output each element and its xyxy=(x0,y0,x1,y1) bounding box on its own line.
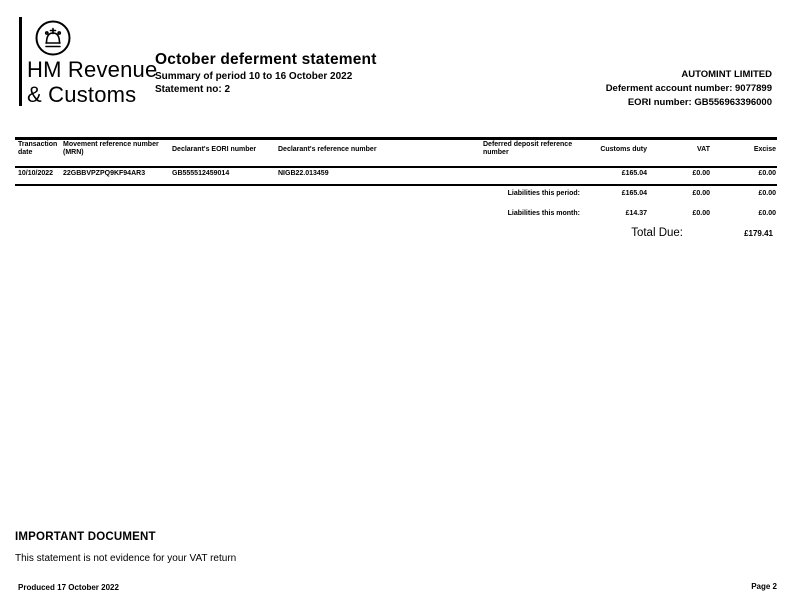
important-document-heading: IMPORTANT DOCUMENT xyxy=(15,531,156,543)
logo-text-line2: & Customs xyxy=(27,82,137,107)
page-title: October deferment statement xyxy=(155,51,377,68)
vat-evidence-note: This statement is not evidence for your VAT return xyxy=(15,553,237,564)
liabilities-period-customs-duty: £165.04 xyxy=(621,190,647,197)
cell-excise: £0.00 xyxy=(758,170,776,177)
table-top-rule xyxy=(15,137,777,140)
liabilities-month-vat: £0.00 xyxy=(692,210,710,217)
cell-customs-duty: £165.04 xyxy=(621,170,647,177)
table-row-rule xyxy=(15,184,777,186)
logo-text-line1: HM Revenue xyxy=(27,57,158,82)
total-due-value: £179.41 xyxy=(744,229,773,238)
page-number: Page 2 xyxy=(751,582,777,591)
cell-declarant-reference: NIGB22.013459 xyxy=(278,170,329,177)
produced-date: Produced 17 October 2022 xyxy=(18,583,119,592)
col-header-customs-duty: Customs duty xyxy=(600,146,647,153)
col-header-declarant-eori: Declarant's EORI number xyxy=(172,146,257,153)
deferment-account-number: Deferment account number: 9077899 xyxy=(605,83,772,94)
period-summary: Summary of period 10 to 16 October 2022 xyxy=(155,71,353,82)
crown-icon xyxy=(34,19,72,57)
col-header-transaction-date: Transaction date xyxy=(18,141,58,156)
col-header-deferred-deposit: Deferred deposit reference number xyxy=(483,141,573,156)
table-header-rule xyxy=(15,166,777,168)
eori-number: EORI number: GB556963396000 xyxy=(627,97,772,108)
cell-declarant-eori: GB555512459014 xyxy=(172,170,230,177)
liabilities-period-excise: £0.00 xyxy=(758,190,776,197)
cell-vat: £0.00 xyxy=(692,170,710,177)
col-header-mrn: Movement reference number (MRN) xyxy=(63,141,159,156)
liabilities-month-excise: £0.00 xyxy=(758,210,776,217)
company-name: AUTOMINT LIMITED xyxy=(681,69,772,80)
cell-mrn: 22GBBVPZPQ9KF94AR3 xyxy=(63,170,146,177)
col-header-declarant-reference: Declarant's reference number xyxy=(278,146,377,153)
cell-transaction-date: 10/10/2022 xyxy=(18,170,54,177)
total-due-label: Total Due: xyxy=(631,227,683,239)
col-header-vat: VAT xyxy=(697,146,710,153)
col-header-excise: Excise xyxy=(753,146,776,153)
liabilities-month-customs-duty: £14.37 xyxy=(625,210,647,217)
logo-vertical-bar xyxy=(19,17,22,106)
liabilities-period-vat: £0.00 xyxy=(692,190,710,197)
liabilities-period-label: Liabilities this period: xyxy=(507,190,580,197)
statement-number: Statement no: 2 xyxy=(155,84,231,95)
liabilities-month-label: Liabilities this month: xyxy=(507,210,580,217)
